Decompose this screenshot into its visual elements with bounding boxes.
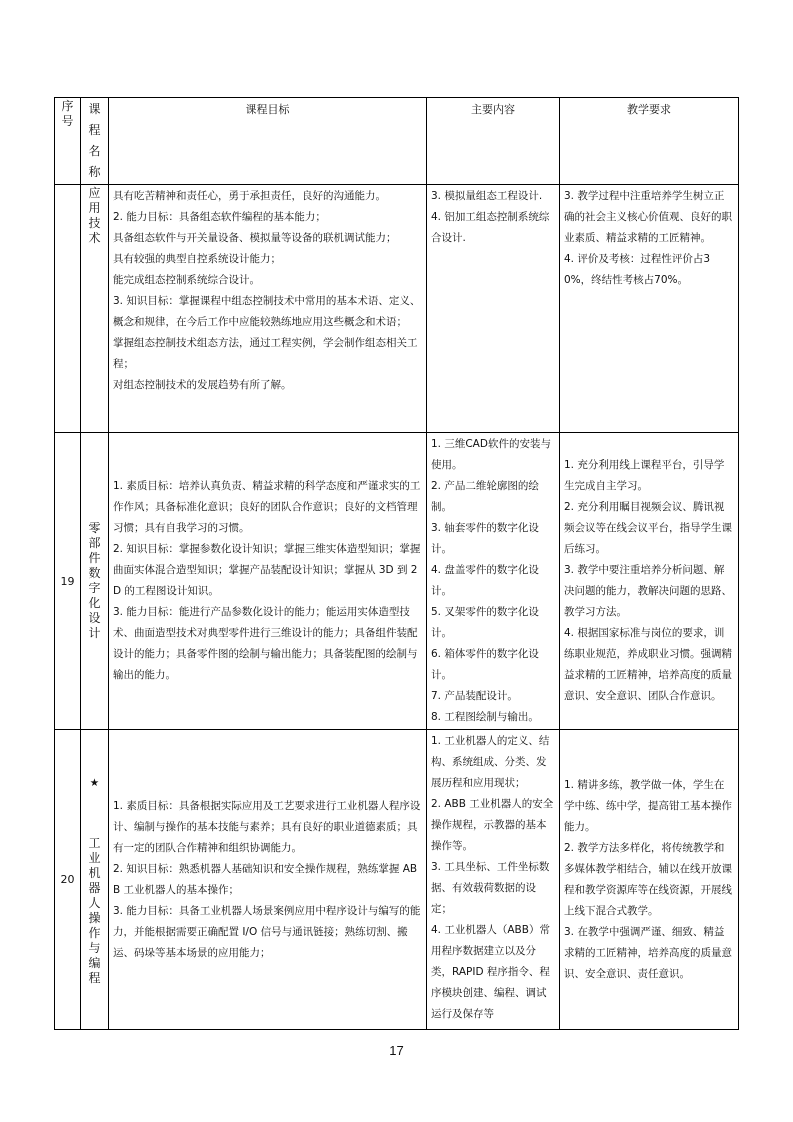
row-requirement: 1. 精讲多练，教学做一体，学生在学中练、练中学，提高钳工基本操作能力。 2. 教学方法多样化，将传统教学和多媒体教学相结合，辅以在线开放课程和教学资源库等在线资源，开展线上线下混合式教学。 3. 在教学中强调严谨、细致、精益求精的工匠精神，培养高度的质量意识、安全意识、责任意识。 — [560, 730, 739, 1030]
row-content: 1. 工业机器人的定义、结构、系统组成、分类、发展历程和应用现状； 2. ABB 工业机器人的安全操作规程，示教器的基本操作等。 3. 工具坐标、工件坐标数据、有效载荷数据的设定； 4. 工业机器人（ABB）常用程序数据建立以及分类，RAPID 程序指令、程序模块创建、编程、调试运行及保存等 — [427, 730, 560, 1030]
table-row — [55, 730, 739, 1030]
row-index: 19 — [55, 433, 81, 730]
row-requirement: 3. 教学过程中注重培养学生树立正确的社会主义核心价值观、良好的职业素质、精益求精的工匠精神。 4. 评价及考核：过程性评价占30%，终结性考核占70%。 — [560, 185, 739, 433]
table-row — [55, 185, 739, 433]
row-content: 3. 模拟量组态工程设计. 4. 铝加工组态控制系统综合设计. — [427, 185, 560, 433]
header-course-label: 课 程 名 称 — [88, 102, 101, 179]
header-content: 主要内容 — [427, 98, 560, 185]
row-goal: 1. 素质目标：具备根据实际应用及工艺要求进行工业机器人程序设计、编制与操作的基本技能与素养；具有良好的职业道德素质；具有一定的团队合作精神和组织协调能力。 2. 知识目标：熟悉机器人基础知识和安全操作规程，熟练掌握 ABB 工业机器人的基本操作； 3. 能力目标：具备工业机器人场景案例应用中程序设计与编写的能力，并能根据需要正确配置 I/O 信号与通讯链接；熟练切割、搬运、码垛等基本场景的应用能力； — [109, 730, 427, 1030]
row-course-label: 零 部 件 数 字 化 设 计 — [88, 521, 101, 640]
row-index — [55, 185, 81, 433]
table-row — [55, 433, 739, 730]
header-course — [81, 98, 109, 185]
row-course-label: 工 业 机 器 人 操 作 与 编 程 — [88, 836, 101, 985]
row-course — [81, 185, 109, 433]
star-icon: ★ — [89, 777, 100, 789]
row-course — [81, 433, 109, 730]
header-index — [55, 98, 81, 185]
row-course — [81, 730, 109, 1030]
row-index: 20 — [55, 730, 81, 1030]
table-header-row — [55, 98, 739, 185]
header-goal: 课程目标 — [109, 98, 427, 185]
row-course-label: 应 用 技 术 — [88, 186, 101, 245]
header-requirement: 教学要求 — [560, 98, 739, 185]
course-table — [54, 97, 739, 1030]
page-number: 17 — [389, 1043, 404, 1058]
row-requirement: 1. 充分利用线上课程平台，引导学生完成自主学习。 2. 充分利用瞩目视频会议、腾讯视频会议等在线会议平台，指导学生课后练习。 3. 教学中要注重培养分析问题、解决问题的能力，教解决问题的思路、教学习方法。 4. 根据国家标准与岗位的要求，训练职业规范，养成职业习惯。强调精益求精的工匠精神，培养高度的质量意识、安全意识、团队合作意识。 — [560, 433, 739, 730]
row-goal: 具有吃苦精神和责任心，勇于承担责任，良好的沟通能力。 2. 能力目标：具备组态软件编程的基本能力； 具备组态软件与开关量设备、模拟量等设备的联机调试能力； 具有较强的典型自控系统设计能力； 能完成组态控制系统综合设计。 3. 知识目标：掌握课程中组态控制技术中常用的基本术语、定义、概念和规律，在今后工作中应能较熟练地应用这些概念和术语； 掌握组态控制技术组态方法，通过工程实例，学会制作组态相关工程； 对组态控制技术的发展趋势有所了解。 — [109, 185, 427, 433]
row-content: 1. 三维CAD软件的安装与使用。 2. 产品二维轮廓图的绘制。 3. 轴套零件的数字化设计。 4. 盘盖零件的数字化设计。 5. 叉架零件的数字化设计。 6. 箱体零件的数字化设计。 7. 产品装配设计。 8. 工程图绘制与输出。 — [427, 433, 560, 730]
header-index-label: 序 号 — [61, 99, 74, 128]
row-goal: 1. 素质目标：培养认真负责、精益求精的科学态度和严谨求实的工作作风；具备标准化意识；良好的团队合作意识；良好的文档管理习惯；具有自我学习的习惯。 2. 知识目标：掌握参数化设计知识；掌握三维实体造型知识；掌握曲面实体混合造型知识；掌握产品装配设计知识；掌握从 3D 到 2D 的工程图设计知识。 3. 能力目标：能进行产品参数化设计的能力；能运用实体造型技术、曲面造型技术对典型零件进行三维设计的能力；具备组件装配设计的能力；具备零件图的绘制与输出能力；具备装配图的绘制与输出的能力。 — [109, 433, 427, 730]
